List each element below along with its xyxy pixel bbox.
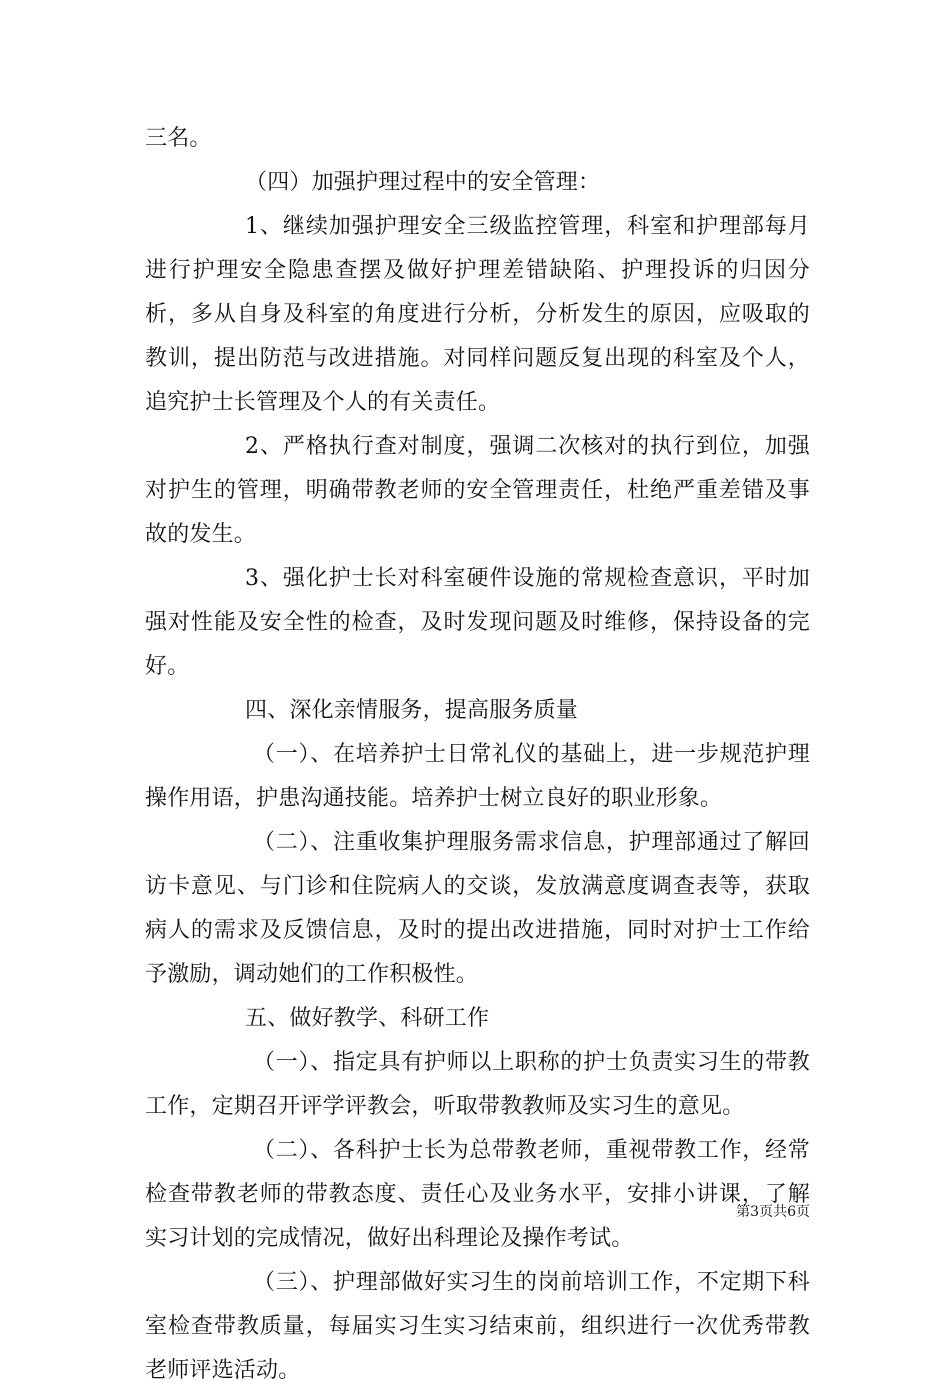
paragraph-teaching-2: （二）、各科护士长为总带教老师，重视带教工作，经常检查带教老师的带教态度、责任心及业务水平，安排小讲课，了解实习计划的完成情况，做好出科理论及操作考试。 bbox=[145, 1138, 810, 1251]
document-body bbox=[145, 117, 810, 1393]
paragraph-service-2: （二）、注重收集护理服务需求信息，护理部通过了解回访卡意见、与门诊和住院病人的交谈，发放满意度调查表等，获取病人的需求及反馈信息，及时的提出改进措施，同时对护士工作给予激励，调动她们的工作积极性。 bbox=[145, 830, 810, 987]
paragraph-teaching-1: （一）、指定具有护师以上职称的护士负责实习生的带教工作，定期召开评学评教会，听取带教教师及实习生的意见。 bbox=[145, 1050, 810, 1119]
paragraph-safety-2: 2、严格执行查对制度，强调二次核对的执行到位，加强对护生的管理，明确带教老师的安全管理责任，杜绝严重差错及事故的发生。 bbox=[145, 434, 810, 547]
paragraph-safety-1: 1、继续加强护理安全三级监控管理，科室和护理部每月进行护理安全隐患查摆及做好护理差错缺陷、护理投诉的归因分析，多从自身及科室的角度进行分析，分析发生的原因，应吸取的教训，提出防范与改进措施。对同样问题反复出现的科室及个人，追究护士长管理及个人的有关责任。 bbox=[145, 214, 810, 415]
paragraph-safety-3: 3、强化护士长对科室硬件设施的常规检查意识，平时加强对性能及安全性的检查，及时发现问题及时维修，保持设备的完好。 bbox=[145, 566, 810, 679]
section-heading-teaching: 五、做好教学、科研工作 bbox=[245, 1006, 490, 1031]
section-heading-four-safety: （四）加强护理过程中的安全管理： bbox=[245, 170, 601, 195]
paragraph-service-1: （一）、在培养护士日常礼仪的基础上，进一步规范护理操作用语，护患沟通技能。培养护士树立良好的职业形象。 bbox=[145, 742, 810, 811]
section-heading-service: 四、深化亲情服务，提高服务质量 bbox=[245, 698, 579, 723]
paragraph-teaching-3: （三）、护理部做好实习生的岗前培训工作，不定期下科室检查带教质量，每届实习生实习结束前，组织进行一次优秀带教老师评选活动。 bbox=[145, 1270, 810, 1383]
page-number-footer: 第3页共6页 bbox=[736, 1204, 810, 1220]
paragraph-continuation: 三名。 bbox=[145, 126, 212, 151]
